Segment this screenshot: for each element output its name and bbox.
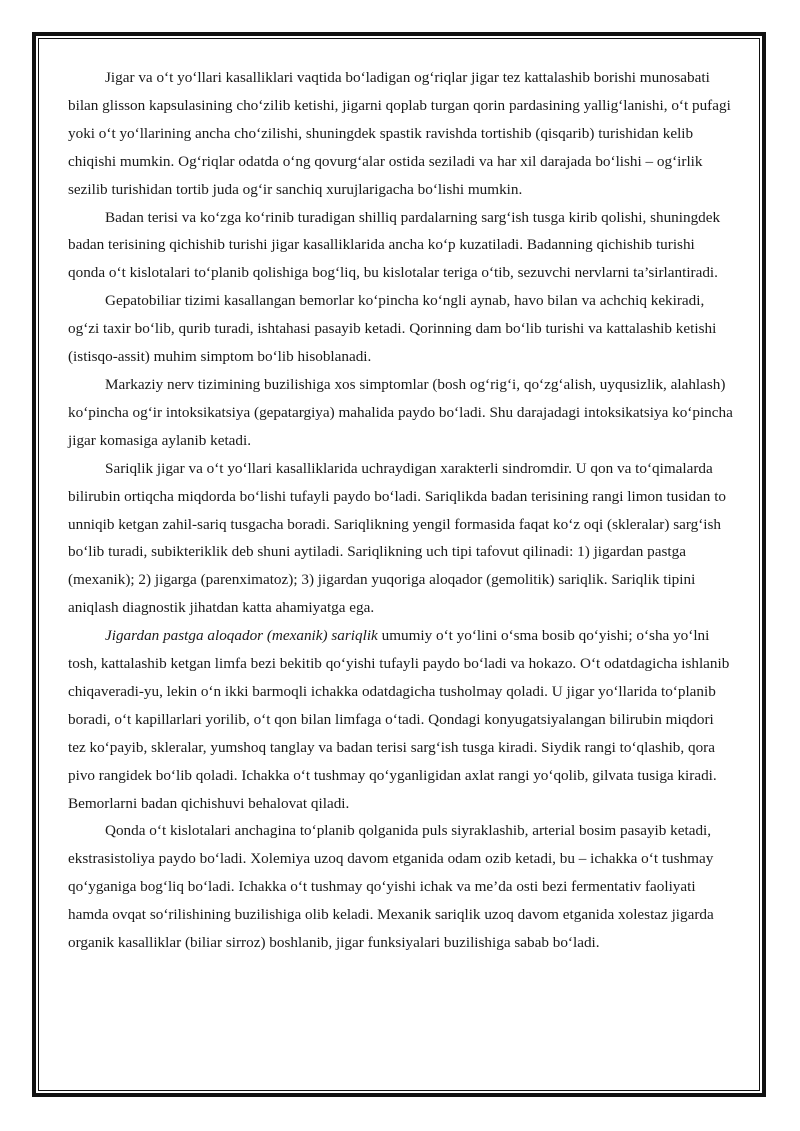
paragraph-4: [68, 371, 734, 455]
paragraph-text: Sariqlik jigar va o‘t yo‘llari kasalliklarida uchraydigan xarakterli sindromdir. U qon va to‘qimalarda bilirubin ortiqcha miqdorda bo‘lishi tufayli paydo bo‘ladi. Sariqlikda badan terisining rangi limon tusidan to unniqib ketgan zahil-sariq tusgacha boradi. Sariqlikning yengil formasida faqat ko‘z oqi (skleralar) sarg‘ish bo‘lib turadi, subikteriklik deb shuni aytiladi. Sariqlikning uch tipi tafovut qilinadi: 1) jigardan pastga (mexanik); 2) jigarga (parenximatoz); 3) jigardan yuqoriga aloqador (gemolitik) sariqlik. Sariqlik tipini aniqlash diagnostik jihatdan katta ahamiyatga ega.: [68, 459, 727, 617]
paragraph-5: [68, 455, 734, 622]
paragraph-7: [68, 817, 734, 957]
paragraph-text: Markaziy nerv tizimining buzilishiga xos simptomlar (bosh og‘rig‘i, qo‘zg‘alish, uyqusizlik, alahlash) ko‘pincha og‘ir intoksikatsiya (gepatargiya) mahalida paydo bo‘ladi. Shu darajadagi intoksikatsiya ko‘pincha jigar komasiga aylanib ketadi.: [68, 375, 733, 449]
paragraph-text: Jigar va o‘t yo‘llari kasalliklari vaqtida bo‘ladigan og‘riqlar jigar tez kattalashib borishi munosabati bilan glisson kapsulasining cho‘zilib ketishi, jigarni qoplab turgan qorin pardasining yallig‘lanishi, o‘t pufagi yoki o‘t yo‘llarining ancha cho‘zilishi, shuningdek spastik ravishda tortishib (qisqarib) turishidan kelib chiqishi mumkin. Og‘riqlar odatda o‘ng qovurg‘alar ostida seziladi va har xil darajada bo‘lishi – og‘irlik sezilib turishidan tortib juda og‘ir sanchiq xurujlarigacha bo‘lishi mumkin.: [68, 69, 731, 198]
paragraph-text: Gepatobiliar tizimi kasallangan bemorlar ko‘pincha ko‘ngli aynab, havo bilan va achchiq kekiradi, og‘zi taxir bo‘lib, qurib turadi, ishtahasi pasayib ketadi. Qorinning dam bo‘lib turishi va kattalashib ketishi (istisqo-assit) muhim simptom bo‘lib hisoblanadi.: [68, 292, 717, 366]
paragraph-text: Badan terisi va ko‘zga ko‘rinib turadigan shilliq pardalarning sarg‘ish tusga kirib qolishi, shuningdek badan terisining qichishib turishi jigar kasalliklarida ancha ko‘p kuzatiladi. Badanning qichishib turishi qonda o‘t kislotalari to‘planib qolishiga bog‘liq, bu kislotalar teriga o‘tib, sezuvchi nervlarni ta’sirlantiradi.: [68, 208, 721, 282]
paragraph-text: umumiy o‘t yo‘lini o‘sma bosib qo‘yishi; o‘sha yo‘lni tosh, kattalashib ketgan limfa bezi bekitib qo‘yishi tufayli paydo bo‘ladi va hokazo. O‘t odatdagicha ishlanib chiqaveradi-yu, lekin o‘n ikki barmoqli ichakka odatdagicha tusholmay qoladi. U jigar yo‘llarida to‘planib boradi, o‘t kapillarlari yorilib, o‘t qon bilan limfaga o‘tadi. Qondagi konyugatsiyalangan bilirubin miqdori tez ko‘payib, skleralar, yumshoq tanglay va badan terisi sarg‘ish tusga kiradi. Siydik rangi to‘qlashib, qora pivo rangidek bo‘lib qoladi. Ichakka o‘t tushmay qo‘yganligidan axlat rangi yo‘qolib, gilvata tusiga kiradi. Bemorlarni badan qichishuvi behalovat qiladi.: [68, 627, 730, 812]
document-body: [68, 64, 734, 957]
italic-term: Jigardan pastga aloqador (mexanik) sariqlik: [105, 627, 378, 645]
paragraph-6: [68, 622, 734, 817]
paragraph-1: [68, 64, 734, 204]
paragraph-3: [68, 287, 734, 371]
paragraph-text: Qonda o‘t kislotalari anchagina to‘planib qolganida puls siyraklashib, arterial bosim pasayib ketadi, ekstrasistoliya paydo bo‘ladi. Xolemiya uzoq davom etganida odam ozib ketadi, bu – ichakka o‘t tushmay qo‘yganiga bog‘liq bo‘ladi. Ichakka o‘t tushmay qo‘yishi ichak va me’da osti bezi fermentativ faoliyati hamda ovqat so‘rilishining buzilishiga olib keladi. Mexanik sariqlik uzoq davom etganida xolestaz jigarda organik kasalliklar (biliar sirroz) boshlanib, jigar funksiyalari buzilishiga sabab bo‘ladi.: [68, 822, 714, 952]
paragraph-2: [68, 204, 734, 288]
